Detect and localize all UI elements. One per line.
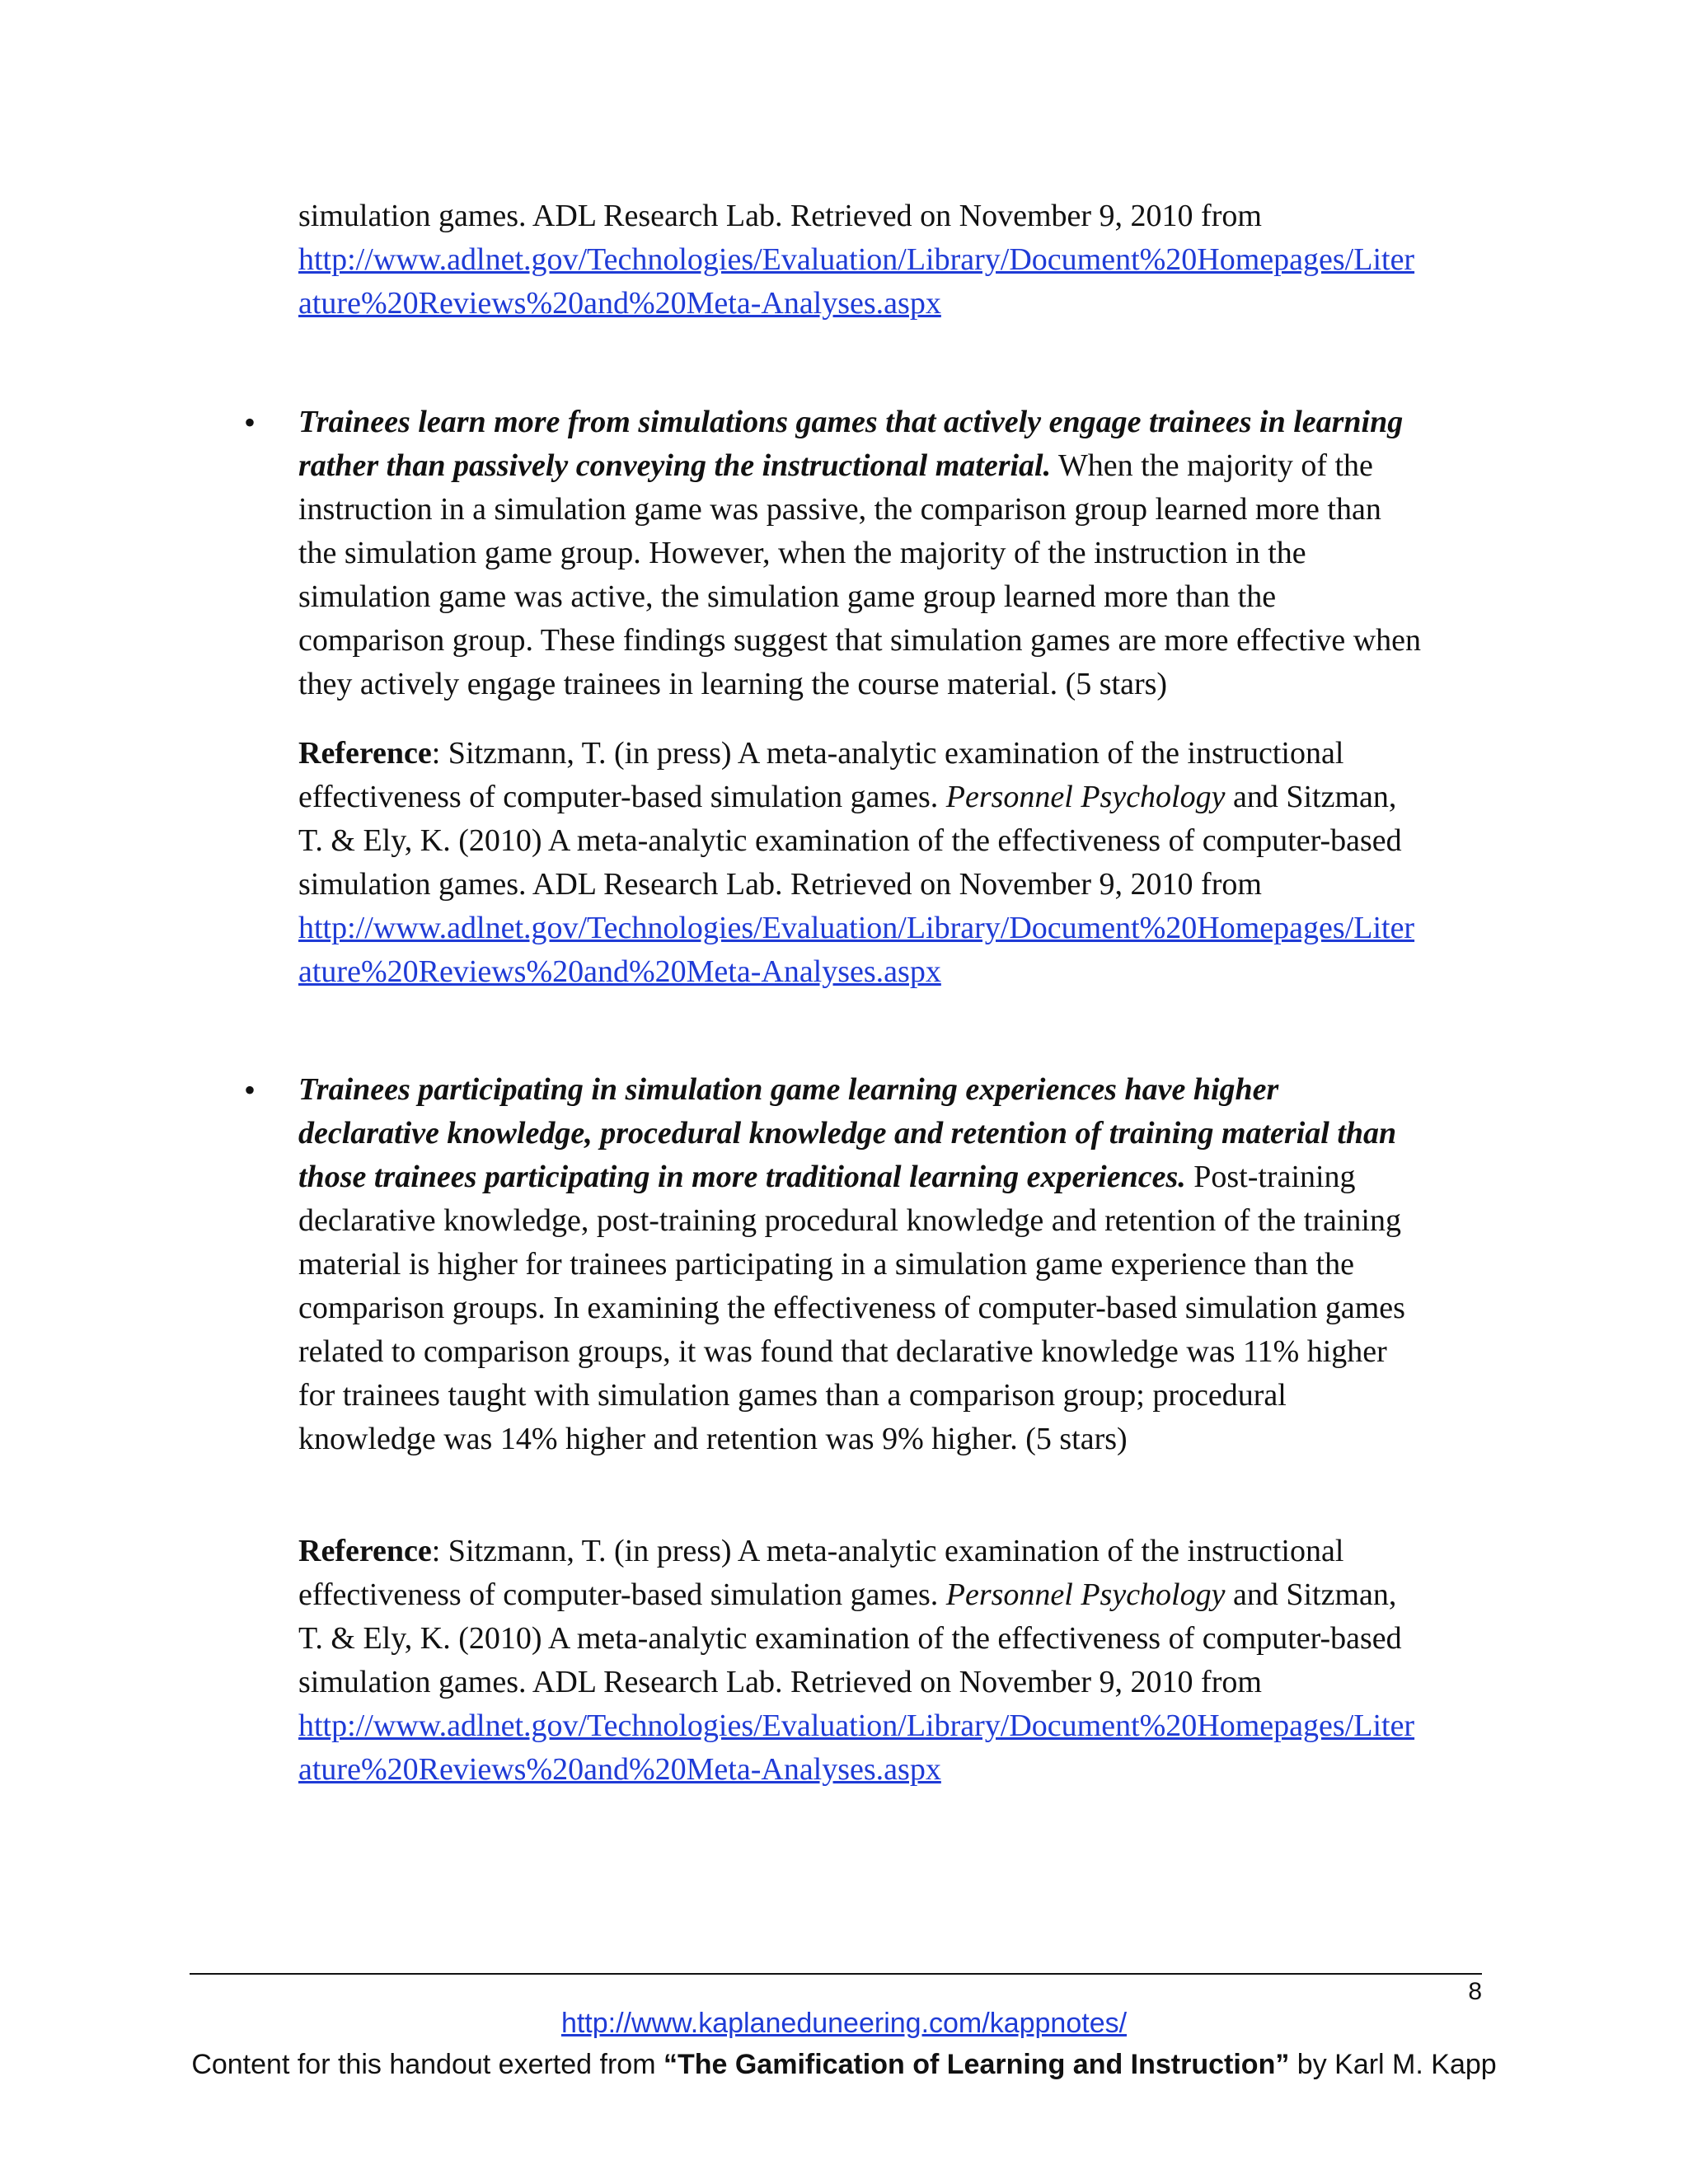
reference-line2-post: and Sitzman, — [1225, 780, 1397, 814]
bullet-2-heading-line1: Trainees participating in simulation game learning experiences have higher — [298, 1072, 1279, 1107]
reference-line1: : Sitzmann, T. (in press) A meta-analytic examination of the instructional — [431, 736, 1344, 771]
bullet-1-body-line: instruction in a simulation game was passive, the comparison group learned more than — [298, 492, 1381, 527]
bullet-1-heading-line2: rather than passively conveying the instructional material. — [298, 448, 1052, 483]
bullet-2-reference — [298, 1530, 1485, 1792]
footer-url-wrap — [0, 2008, 1688, 2040]
top-reference-continuation — [298, 194, 1485, 326]
footer-divider — [190, 1973, 1482, 1975]
bullet-item-1 — [298, 401, 1485, 706]
reference-line3: T. & Ely, K. (2010) A meta-analytic examination of the effectiveness of computer-based — [298, 1621, 1402, 1656]
reference-label: Reference — [298, 1534, 432, 1568]
reference-label: Reference — [298, 736, 432, 771]
bullet-2-heading-line3: those trainees participating in more traditional learning experiences. — [298, 1160, 1186, 1194]
reference-line2-pre: effectiveness of computer-based simulation games. — [298, 1577, 946, 1612]
bullet-1-body-line: the simulation game group. However, when the majority of the instruction in the — [298, 536, 1306, 570]
bullet-2-body-line: knowledge was 14% higher and retention was 9% higher. (5 stars) — [298, 1422, 1128, 1456]
bullet-2-body-line: material is higher for trainees participating in a simulation game experience than the — [298, 1247, 1354, 1282]
bullet-item-2 — [298, 1068, 1485, 1461]
top-reference-text: simulation games. ADL Research Lab. Retrieved on November 9, 2010 from — [298, 199, 1262, 233]
reference-journal-title: Personnel Psychology — [945, 1577, 1226, 1612]
reference-line4: simulation games. ADL Research Lab. Retrieved on November 9, 2010 from — [298, 1665, 1262, 1699]
reference-link-line1[interactable]: http://www.adlnet.gov/Technologies/Evaluation/Library/Document%20Homepages/Liter — [298, 911, 1415, 945]
reference-line4: simulation games. ADL Research Lab. Retrieved on November 9, 2010 from — [298, 867, 1262, 902]
bullet-1-heading-line1: Trainees learn more from simulations games that actively engage trainees in learning — [298, 405, 1404, 439]
bullet-2-body-line1: Post-training — [1185, 1160, 1356, 1194]
reference-line3: T. & Ely, K. (2010) A meta-analytic examination of the effectiveness of computer-based — [298, 823, 1402, 858]
footer-url-link[interactable]: http://www.kaplaneduneering.com/kappnotes/ — [560, 2008, 1128, 2039]
reference-link-line2[interactable]: ature%20Reviews%20and%20Meta-Analyses.aspx — [298, 1752, 941, 1787]
top-reference-link-line1[interactable]: http://www.adlnet.gov/Technologies/Evaluation/Library/Document%20Homepages/Liter — [298, 242, 1415, 277]
bullet-marker-1: • — [244, 404, 256, 441]
bullet-2-body-line: declarative knowledge, post-training procedural knowledge and retention of the training — [298, 1203, 1401, 1238]
footer-credit-post: by Karl M. Kapp — [1289, 2049, 1497, 2080]
bullet-2-body-line: comparison groups. In examining the effectiveness of computer-based simulation games — [298, 1291, 1405, 1325]
bullet-1-body-line: comparison group. These findings suggest that simulation games are more effective when — [298, 623, 1422, 658]
top-reference-link-line2[interactable]: ature%20Reviews%20and%20Meta-Analyses.aspx — [298, 286, 941, 321]
bullet-2-body-line: for trainees taught with simulation games than a comparison group; procedural — [298, 1378, 1287, 1413]
bullet-2-heading-line2: declarative knowledge, procedural knowledge and retention of training material than — [298, 1116, 1397, 1151]
bullet-marker-2: • — [244, 1071, 256, 1108]
reference-line1: : Sitzmann, T. (in press) A meta-analytic examination of the instructional — [431, 1534, 1344, 1568]
reference-link-line2[interactable]: ature%20Reviews%20and%20Meta-Analyses.aspx — [298, 954, 941, 989]
bullet-1-body-line: they actively engage trainees in learning the course material. (5 stars) — [298, 667, 1168, 701]
reference-line2-post: and Sitzman, — [1225, 1577, 1397, 1612]
bullet-1-reference — [298, 732, 1485, 994]
footer-credit — [0, 2049, 1688, 2081]
bullet-1-body-line: simulation game was active, the simulation game group learned more than the — [298, 579, 1277, 614]
reference-line2-pre: effectiveness of computer-based simulation games. — [298, 780, 946, 814]
bullet-1-body-line1: When the majority of the — [1051, 448, 1373, 483]
footer-book-title: “The Gamification of Learning and Instruction” — [663, 2049, 1290, 2080]
reference-journal-title: Personnel Psychology — [945, 780, 1226, 814]
bullet-2-body-line: related to comparison groups, it was found that declarative knowledge was 11% higher — [298, 1334, 1387, 1369]
page-number: 8 — [1468, 1978, 1482, 2005]
reference-link-line1[interactable]: http://www.adlnet.gov/Technologies/Evaluation/Library/Document%20Homepages/Liter — [298, 1708, 1415, 1743]
footer-credit-pre: Content for this handout exerted from — [191, 2049, 663, 2080]
